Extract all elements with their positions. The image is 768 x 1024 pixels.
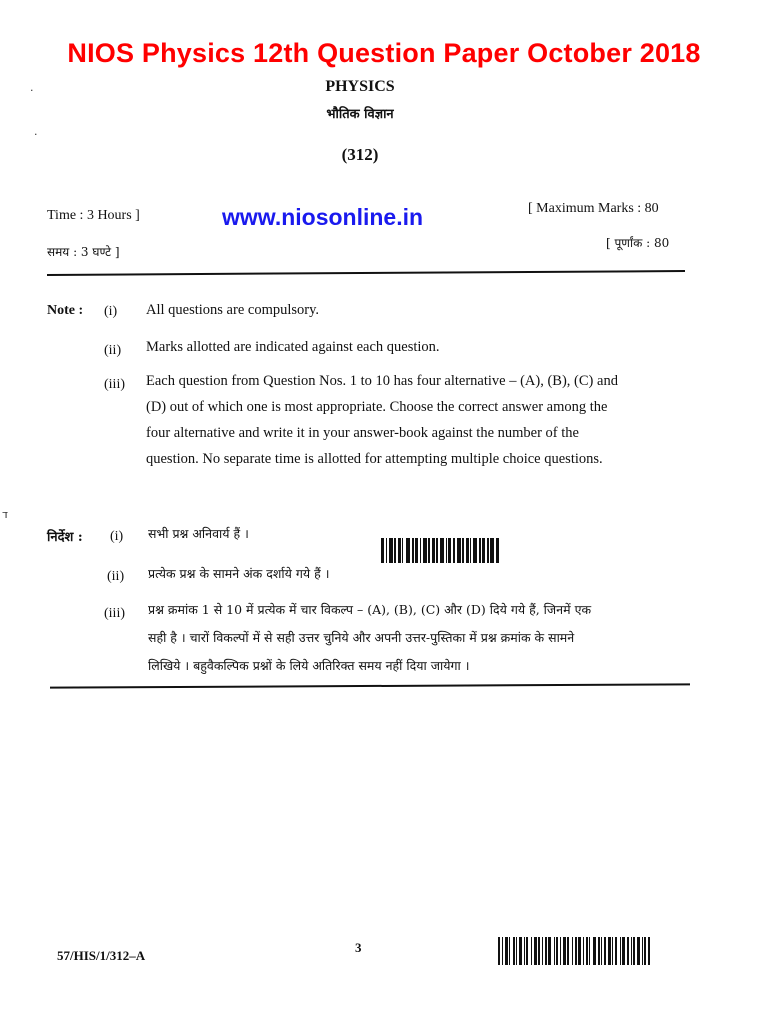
barcode-middle xyxy=(381,538,529,563)
banner-title: NIOS Physics 12th Question Paper October 2018 xyxy=(67,38,701,68)
note-label: Note : xyxy=(47,303,84,318)
nirdesh-line: प्रश्न क्रमांक 1 से 10 में प्रत्येक में चार विकल्प – (A), (B), (C) और (D) दिये गये हैं, जिनमें एक xyxy=(148,602,592,617)
nirdesh-item-number: (iii) xyxy=(104,606,125,621)
nirdesh-item-number: (ii) xyxy=(107,569,125,584)
note-line: four alternative and write it in your answer-book against the number of the xyxy=(146,425,579,441)
nirdesh-label: निर्देश : xyxy=(47,530,83,545)
note-line: (D) out of which one is most appropriate. Choose the correct answer among the xyxy=(146,399,608,415)
nirdesh-line: सही है । चारों विकल्पों में से सही उत्तर चुनिये और अपनी उत्तर-पुस्तिका में प्रश्न क्रमांक के सामने xyxy=(148,630,575,645)
max-marks-label: [ Maximum Marks : 80 xyxy=(528,201,659,216)
note-item-text: Marks allotted are indicated against each question. xyxy=(146,339,440,355)
nirdesh-item-paragraph xyxy=(148,596,693,680)
paper-serial-code: 57/HIS/1/312–A xyxy=(57,948,146,963)
note-line: question. No separate time is allotted for attempting multiple choice questions. xyxy=(146,451,603,467)
note-item-paragraph xyxy=(146,368,686,472)
scan-mark: · xyxy=(30,84,34,97)
page-number: 3 xyxy=(355,940,362,955)
note-item-number: (i) xyxy=(104,304,118,319)
nirdesh-line: लिखिये । बहुवैकल्पिक प्रश्नों के लिये अतिरिक्त समय नहीं दिया जायेगा । xyxy=(148,658,470,673)
scan-mark: · xyxy=(34,128,38,141)
subject-title: PHYSICS xyxy=(325,78,395,95)
barcode-footer xyxy=(498,937,698,965)
time-label: Time : 3 Hours ] xyxy=(47,208,140,223)
header-divider xyxy=(47,270,685,276)
nirdesh-item-number: (i) xyxy=(110,529,124,544)
note-line: Each question from Question Nos. 1 to 10 has four alternative – (A), (B), (C) and xyxy=(146,373,618,389)
scan-mark: ד xyxy=(2,508,9,521)
max-marks-label-hindi: [ पूर्णांक : 80 xyxy=(606,236,670,250)
note-item-number: (ii) xyxy=(104,343,122,358)
nirdesh-item-text: प्रत्येक प्रश्न के सामने अंक दर्शाये गये हैं । xyxy=(148,566,330,581)
subject-title-hindi: भौतिक विज्ञान xyxy=(326,107,394,122)
note-item-number: (iii) xyxy=(104,377,125,392)
paper-code: (312) xyxy=(341,145,379,164)
nirdesh-item-text: सभी प्रश्न अनिवार्य हैं । xyxy=(148,526,249,541)
time-label-hindi: समय : 3 घण्टे ] xyxy=(47,245,120,259)
website-watermark: www.niosonline.in xyxy=(222,204,424,230)
instructions-divider xyxy=(50,683,690,688)
note-item-text: All questions are compulsory. xyxy=(146,302,320,318)
